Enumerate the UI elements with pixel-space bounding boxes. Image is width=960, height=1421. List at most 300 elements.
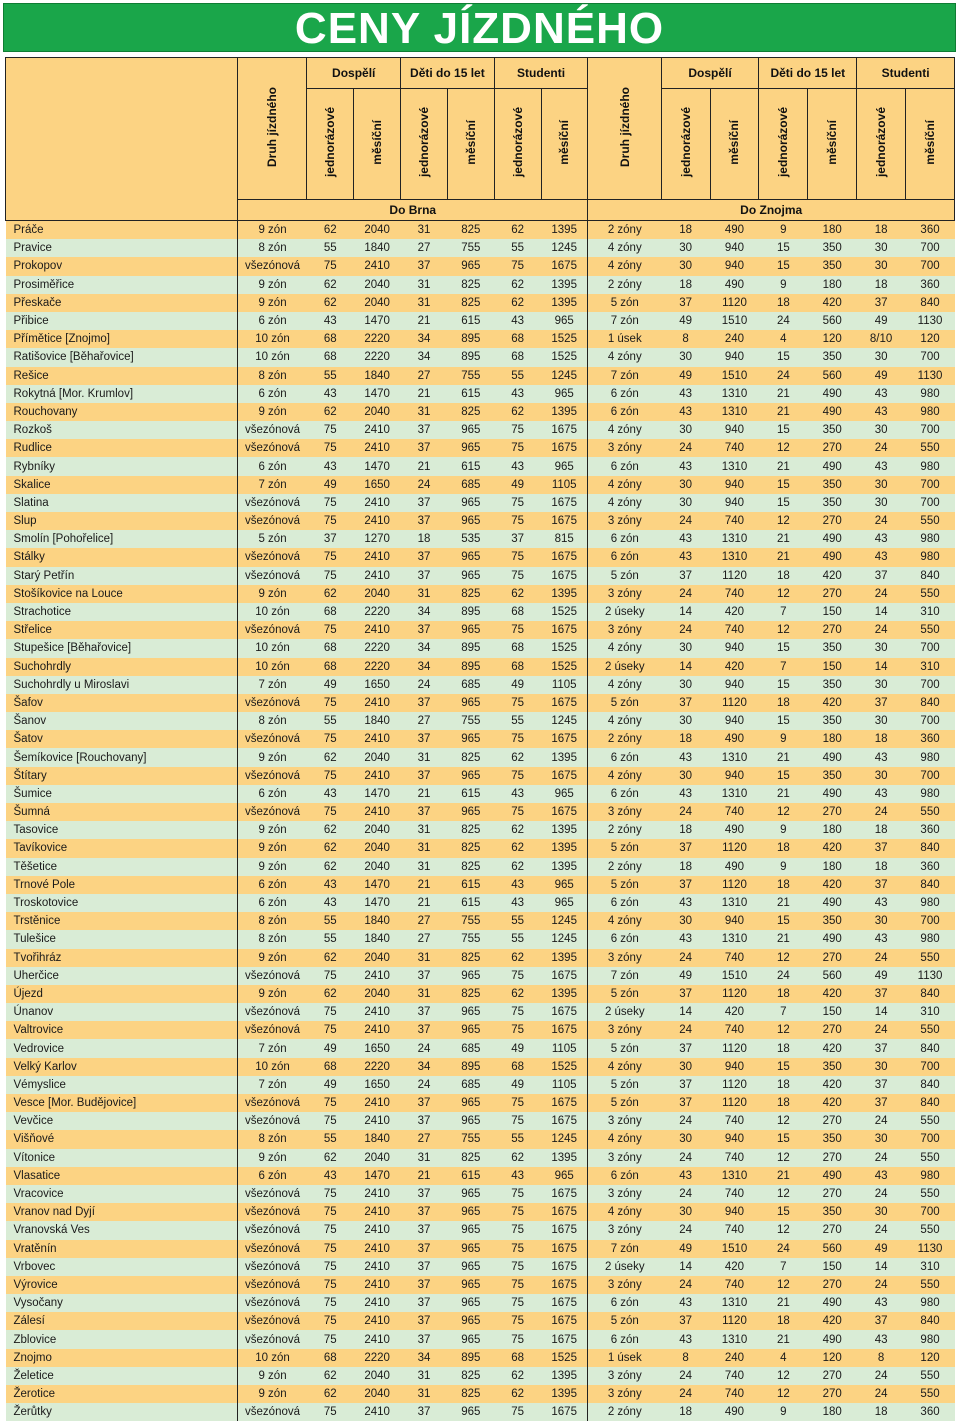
fare-price: 615 [447,894,494,912]
fare-price: 24 [857,1112,906,1130]
fare-price: 21 [759,894,808,912]
fare-type-znojmo: 7 zón [588,367,661,385]
fare-type-znojmo: 7 zón [588,312,661,330]
stop-name: Tavíkovice [6,839,238,857]
fare-price: 43 [307,1167,354,1185]
fare-price: 1840 [354,367,401,385]
fare-price: 21 [401,385,448,403]
fare-price: 965 [447,1021,494,1039]
fare-price: 43 [857,457,906,475]
fare-price: 420 [808,294,857,312]
table-row [6,1294,955,1312]
fare-price: 965 [447,439,494,457]
fare-price: 1310 [710,1330,759,1348]
fare-price: 31 [401,403,448,421]
fare-price: 1470 [354,457,401,475]
fare-price: 1840 [354,930,401,948]
fare-price: 24 [857,1367,906,1385]
stop-name: Prokopov [6,257,238,275]
fare-price: 30 [661,676,710,694]
fare-price: 310 [906,1003,955,1021]
fare-price: 75 [494,1003,541,1021]
fare-price: 270 [808,1021,857,1039]
fare-type-znojmo: 2 zóny [588,858,661,876]
fare-price: 895 [447,639,494,657]
fare-price: 31 [401,985,448,1003]
fare-price: 740 [710,512,759,530]
fare-price: 740 [710,621,759,639]
fare-price: 24 [661,1185,710,1203]
fare-type-brno: 8 zón [238,930,307,948]
fare-type-brno: 7 zón [238,676,307,694]
fare-price: 965 [447,1330,494,1348]
fare-price: 75 [307,1003,354,1021]
fare-price: 420 [808,694,857,712]
fare-price: 1675 [541,1094,588,1112]
fare-price: 2410 [354,1312,401,1330]
fare-price: 1310 [710,1167,759,1185]
fare-price: 2040 [354,403,401,421]
fare-price: 15 [759,1203,808,1221]
stop-name: Zblovice [6,1330,238,1348]
fare-price: 350 [808,257,857,275]
table-row [6,1185,955,1203]
stop-name: Višňové [6,1130,238,1148]
fare-price: 8 [661,330,710,348]
stop-name: Trstěnice [6,912,238,930]
fare-price: 31 [401,839,448,857]
fare-price: 1675 [541,1021,588,1039]
fare-type-znojmo: 6 zón [588,785,661,803]
fare-type-znojmo: 4 zóny [588,421,661,439]
fare-price: 740 [710,585,759,603]
fare-price: 350 [808,421,857,439]
stop-name: Vranov nad Dyjí [6,1203,238,1221]
fare-price: 49 [857,312,906,330]
stop-name: Troskotovice [6,894,238,912]
fare-price: 21 [401,894,448,912]
fare-price: 615 [447,457,494,475]
fare-price: 1395 [541,1149,588,1167]
fare-price: 15 [759,494,808,512]
fare-price: 21 [759,1167,808,1185]
fare-price: 1525 [541,330,588,348]
fare-price: 55 [307,239,354,257]
fare-price: 2410 [354,1403,401,1421]
fare-type-brno: 9 zón [238,1149,307,1167]
fare-price: 980 [906,1167,955,1185]
fare-price: 49 [494,676,541,694]
fare-type-brno: všezónová [238,1203,307,1221]
stop-name: Vítonice [6,1149,238,1167]
fare-price: 18 [759,1039,808,1057]
fare-price: 30 [661,421,710,439]
header-type-label: Druh jízdného [618,87,632,167]
fare-price: 740 [710,1276,759,1294]
fare-price: 75 [494,494,541,512]
fare-price: 825 [447,276,494,294]
fare-price: 12 [759,1021,808,1039]
stop-name: Štítary [6,767,238,785]
fare-price: 895 [447,658,494,676]
fare-price: 2410 [354,967,401,985]
fare-price: 2410 [354,694,401,712]
fare-price: 2410 [354,621,401,639]
fare-price: 37 [307,530,354,548]
fare-price: 490 [808,385,857,403]
fare-price: 1310 [710,457,759,475]
fare-price: 965 [447,1221,494,1239]
fare-price: 550 [906,1367,955,1385]
fare-price: 270 [808,1149,857,1167]
fare-price: 43 [494,385,541,403]
stop-name: Šemíkovice [Rouchovany] [6,748,238,766]
fare-price: 18 [857,1403,906,1421]
fare-price: 75 [307,421,354,439]
fare-price: 12 [759,1276,808,1294]
header-corner [6,58,238,221]
table-row [6,1167,955,1185]
fare-price: 490 [808,930,857,948]
fare-price: 1675 [541,730,588,748]
fare-price: 1840 [354,712,401,730]
fare-price: 37 [494,530,541,548]
fare-type-brno: všezónová [238,1094,307,1112]
fare-price: 75 [494,1112,541,1130]
fare-price: 9 [759,221,808,240]
fare-table [5,57,955,1421]
fare-price: 75 [307,567,354,585]
fare-price: 62 [494,1149,541,1167]
fare-price: 825 [447,858,494,876]
table-row [6,767,955,785]
fare-price: 14 [857,1258,906,1276]
table-row [6,476,955,494]
stop-name: Prosiměřice [6,276,238,294]
fare-price: 15 [759,421,808,439]
fare-price: 1310 [710,785,759,803]
fare-price: 965 [447,1258,494,1276]
fare-price: 31 [401,276,448,294]
fare-price: 62 [307,1385,354,1403]
fare-price: 2040 [354,858,401,876]
table-header [6,58,955,221]
fare-price: 24 [857,1149,906,1167]
table-row [6,494,955,512]
fare-price: 68 [307,1058,354,1076]
fare-price: 43 [857,930,906,948]
header-single-label: jednorázové [874,107,888,177]
fare-price: 490 [808,1294,857,1312]
fare-price: 350 [808,476,857,494]
fare-type-znojmo: 3 zóny [588,439,661,457]
fare-price: 68 [494,348,541,366]
table-row [6,839,955,857]
fare-price: 1525 [541,603,588,621]
fare-type-znojmo: 3 zóny [588,949,661,967]
fare-type-znojmo: 6 zón [588,548,661,566]
fare-price: 825 [447,985,494,1003]
fare-price: 1470 [354,385,401,403]
fare-price: 75 [494,1203,541,1221]
fare-price: 37 [857,876,906,894]
stop-name: Žerotice [6,1385,238,1403]
fare-type-brno: 7 zón [238,1039,307,1057]
fare-price: 49 [661,1240,710,1258]
fare-price: 14 [661,603,710,621]
fare-price: 62 [307,858,354,876]
fare-price: 43 [494,1167,541,1185]
fare-price: 965 [447,512,494,530]
fare-price: 75 [494,1094,541,1112]
fare-price: 740 [710,1367,759,1385]
fare-price: 2410 [354,1094,401,1112]
fare-price: 1470 [354,785,401,803]
stop-name: Těšetice [6,858,238,876]
fare-price: 49 [661,312,710,330]
fare-price: 24 [661,621,710,639]
fare-price: 21 [759,785,808,803]
fare-price: 68 [307,603,354,621]
fare-type-znojmo: 4 zóny [588,639,661,657]
fare-price: 49 [494,476,541,494]
fare-price: 43 [857,385,906,403]
fare-price: 490 [808,548,857,566]
fare-type-znojmo: 6 zón [588,530,661,548]
header-group-adults-znojmo: Dospělí [661,58,759,89]
fare-price: 940 [710,1058,759,1076]
page-title: CENY JÍZDNÉHO [4,4,955,51]
fare-price: 14 [857,658,906,676]
fare-price: 37 [401,548,448,566]
fare-price: 840 [906,985,955,1003]
fare-type-brno: 9 zón [238,858,307,876]
fare-price: 34 [401,658,448,676]
fare-type-znojmo: 6 zón [588,1167,661,1185]
fare-price: 37 [401,1112,448,1130]
fare-price: 615 [447,785,494,803]
fare-price: 24 [857,803,906,821]
stop-name: Vratěnín [6,1240,238,1258]
table-row [6,1203,955,1221]
fare-price: 2410 [354,567,401,585]
fare-price: 24 [661,1149,710,1167]
fare-price: 31 [401,821,448,839]
fare-price: 30 [661,494,710,512]
header-single [401,89,448,200]
fare-price: 43 [661,894,710,912]
fare-price: 740 [710,1112,759,1130]
fare-price: 1105 [541,1076,588,1094]
fare-price: 43 [661,1294,710,1312]
table-row [6,803,955,821]
fare-price: 490 [808,403,857,421]
fare-price: 350 [808,639,857,657]
fare-price: 31 [401,1149,448,1167]
stop-name: Ratišovice [Běhařovice] [6,348,238,366]
table-row [6,294,955,312]
fare-price: 490 [710,858,759,876]
fare-price: 980 [906,1330,955,1348]
fare-price: 420 [710,603,759,621]
fare-price: 490 [710,276,759,294]
fare-price: 27 [401,712,448,730]
fare-price: 350 [808,676,857,694]
fare-type-znojmo: 3 zóny [588,1385,661,1403]
fare-price: 550 [906,439,955,457]
fare-price: 490 [808,1167,857,1185]
fare-price: 21 [401,312,448,330]
fare-price: 490 [808,748,857,766]
fare-price: 75 [307,1094,354,1112]
fare-type-brno: všezónová [238,1330,307,1348]
fare-price: 27 [401,930,448,948]
fare-price: 740 [710,1149,759,1167]
header-dest-brno: Do Brna [238,200,588,221]
fare-price: 360 [906,821,955,839]
stop-name: Přeskače [6,294,238,312]
fare-price: 62 [494,1367,541,1385]
fare-price: 1245 [541,367,588,385]
stop-name: Vesce [Mor. Budějovice] [6,1094,238,1112]
fare-price: 825 [447,221,494,240]
fare-price: 1395 [541,294,588,312]
fare-price: 24 [759,367,808,385]
fare-price: 62 [307,1367,354,1385]
table-row [6,1221,955,1239]
fare-price: 1120 [710,294,759,312]
fare-price: 43 [494,312,541,330]
fare-type-znojmo: 7 zón [588,967,661,985]
fare-price: 62 [307,1149,354,1167]
table-row [6,348,955,366]
fare-price: 43 [857,548,906,566]
fare-price: 68 [307,348,354,366]
fare-price: 24 [759,967,808,985]
fare-price: 2410 [354,1221,401,1239]
table-row [6,530,955,548]
fare-type-brno: 9 zón [238,985,307,1003]
fare-type-znojmo: 6 zón [588,930,661,948]
fare-price: 1130 [906,967,955,985]
fare-price: 965 [447,1403,494,1421]
table-row [6,548,955,566]
table-row [6,1330,955,1348]
fare-price: 55 [494,712,541,730]
fare-price: 700 [906,1203,955,1221]
fare-price: 75 [307,694,354,712]
fare-price: 30 [857,676,906,694]
fare-price: 37 [661,1039,710,1057]
fare-price: 965 [541,894,588,912]
fare-price: 9 [759,821,808,839]
fare-price: 490 [710,221,759,240]
fare-price: 1310 [710,385,759,403]
fare-price: 43 [307,385,354,403]
fare-price: 980 [906,385,955,403]
fare-price: 30 [661,476,710,494]
fare-price: 21 [401,457,448,475]
stop-name: Rešice [6,367,238,385]
fare-type-znojmo: 6 zón [588,1294,661,1312]
stop-name: Vracovice [6,1185,238,1203]
fare-price: 2410 [354,512,401,530]
stop-name: Tasovice [6,821,238,839]
fare-price: 7 [759,658,808,676]
fare-type-znojmo: 3 zóny [588,1221,661,1239]
fare-price: 37 [401,439,448,457]
fare-type-brno: všezónová [238,1112,307,1130]
fare-type-brno: 7 zón [238,476,307,494]
fare-price: 55 [307,930,354,948]
fare-price: 1675 [541,257,588,275]
fare-price: 120 [906,330,955,348]
fare-type-znojmo: 3 zóny [588,1112,661,1130]
table-row [6,1385,955,1403]
fare-price: 550 [906,1385,955,1403]
fare-price: 1105 [541,1039,588,1057]
fare-price: 30 [857,639,906,657]
fare-price: 68 [307,330,354,348]
fare-price: 310 [906,658,955,676]
fare-price: 270 [808,949,857,967]
fare-price: 37 [401,1258,448,1276]
fare-price: 420 [808,1094,857,1112]
table-row [6,821,955,839]
fare-price: 360 [906,1403,955,1421]
fare-price: 825 [447,1385,494,1403]
header-monthly-label: měsíční [923,120,937,165]
fare-price: 24 [857,512,906,530]
fare-price: 270 [808,1276,857,1294]
fare-price: 43 [857,403,906,421]
fare-price: 740 [710,803,759,821]
fare-type-brno: všezónová [238,803,307,821]
fare-price: 840 [906,294,955,312]
fare-price: 75 [494,1403,541,1421]
fare-price: 1270 [354,530,401,548]
header-monthly-label: měsíční [370,120,384,165]
fare-price: 2220 [354,658,401,676]
fare-price: 180 [808,821,857,839]
stop-name: Suchohrdly [6,658,238,676]
fare-price: 75 [494,803,541,821]
fare-price: 75 [494,767,541,785]
fare-price: 2410 [354,439,401,457]
fare-type-brno: 8 zón [238,912,307,930]
fare-price: 49 [307,676,354,694]
fare-price: 1675 [541,439,588,457]
fare-price: 12 [759,512,808,530]
fare-price: 37 [661,1312,710,1330]
stop-name: Strachotice [6,603,238,621]
fare-price: 62 [307,748,354,766]
fare-type-brno: 9 zón [238,839,307,857]
fare-price: 75 [307,730,354,748]
fare-price: 1525 [541,658,588,676]
fare-price: 490 [808,894,857,912]
fare-price: 75 [307,767,354,785]
fare-price: 1840 [354,239,401,257]
fare-price: 62 [494,276,541,294]
fare-price: 360 [906,276,955,294]
header-monthly-label: měsíční [557,120,571,165]
table-row [6,930,955,948]
header-group-children-brno: Děti do 15 let [401,58,495,89]
fare-price: 8 [661,1349,710,1367]
fare-price: 755 [447,912,494,930]
fare-type-brno: 7 zón [238,1076,307,1094]
